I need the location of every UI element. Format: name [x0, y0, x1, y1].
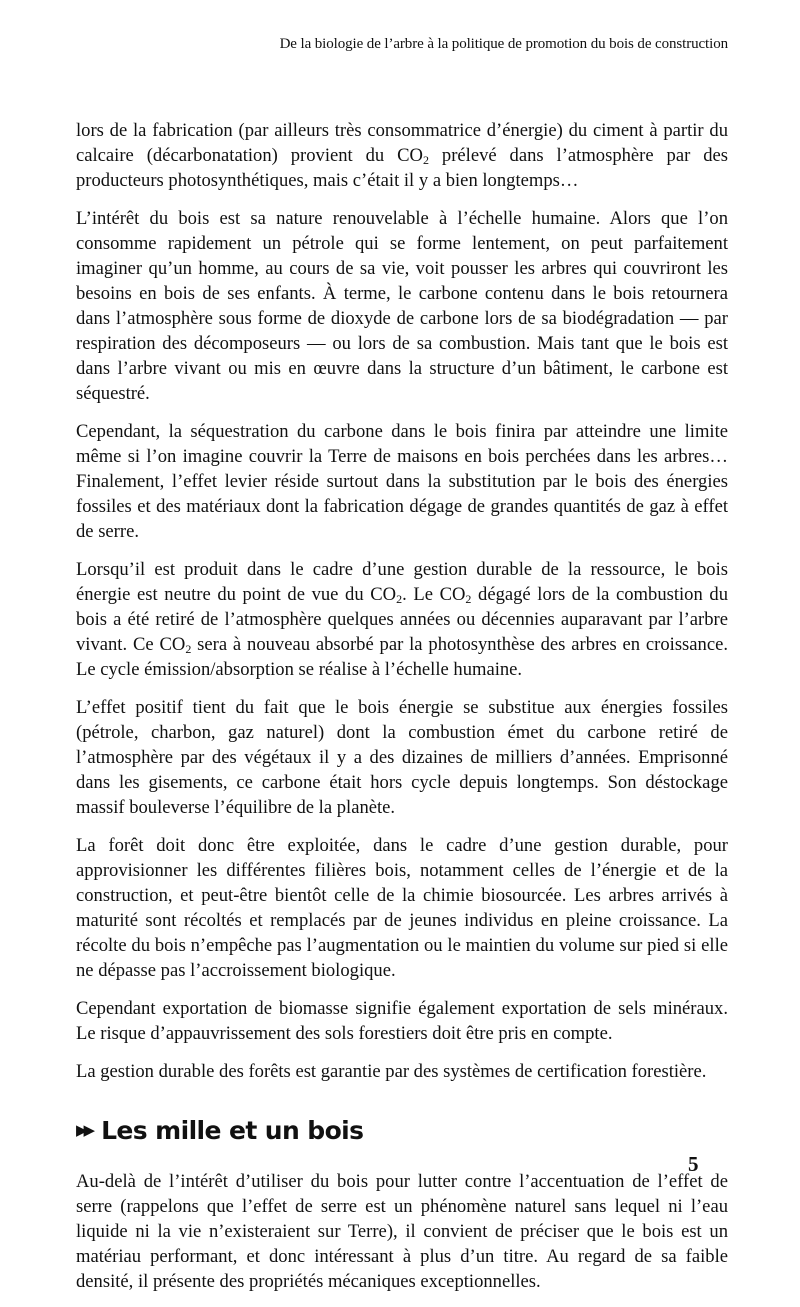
paragraph [76, 833, 728, 983]
paragraph [76, 1169, 728, 1294]
text-run: prélevé dans l’atmosphère par des producteurs photosynthétiques, mais c’était il y a bien longtemps… [76, 145, 728, 191]
double-play-arrow-icon: ▶▶ [76, 1121, 92, 1139]
paragraph [76, 1059, 728, 1084]
paragraphs-before-section [76, 118, 728, 1084]
text-run: Cependant, la séquestration du carbone dans le bois finira par atteindre une limite même si l’on imagine couvrir la Terre de maisons en bois perchées dans les arbres… Finalement, l’effet levier réside surtout dans la substitution par le bois des énergies fossiles et des matériaux dont la fabrication dégage de grandes quantités de gaz à effet de serre. [76, 421, 728, 542]
text-run: . Le CO [402, 584, 466, 605]
paragraph [76, 557, 728, 682]
text-run: dégagé lors de la combustion du bois a été retiré de l’atmosphère quelques années ou décennies auparavant par l’arbre vivant. Ce CO [76, 584, 728, 655]
section-heading [76, 1118, 728, 1143]
subscript: 2 [396, 592, 403, 606]
paragraph [76, 118, 728, 193]
subscript: 2 [465, 592, 472, 606]
subscript: 2 [423, 153, 429, 167]
paragraphs-after-section [76, 1169, 728, 1294]
text-run: Au-delà de l’intérêt d’utiliser du bois pour lutter contre l’accentuation de l’effet de serre (rappelons que l’effet de serre est un phénomène naturel sans lequel ni l’eau liquide ni la vie n’existeraient sur Terre), il convient de préciser que le bois est un matériau performant, et donc intéressant à plus d’un titre. Au regard de sa faible densité, il présente des propriétés mécaniques exceptionnelles. [76, 1171, 728, 1292]
text-run: sera à nouveau absorbé par la photosynthèse des arbres en croissance. Le cycle émission/absorption se réalise à l’échelle humaine. [76, 634, 729, 680]
paragraph [76, 206, 728, 406]
section-title: Les mille et un bois [101, 1116, 364, 1145]
text-run: La forêt doit donc être exploitée, dans le cadre d’une gestion durable, pour approvisionner les différentes filières bois, notamment celles de l’énergie et de la construction, et peut-être bientôt celle de la chimie biosourcée. Les arbres arrivés à maturité sont récoltés et remplacés par de jeunes individus en pleine croissance. La récolte du bois n’empêche pas l’augmentation ou le maintien du volume sur pied si elle ne dépasse pas l’accroissement biologique. [76, 835, 728, 981]
paragraph [76, 419, 728, 544]
text-run: lors de la fabrication (par ailleurs très consommatrice d’énergie) du ciment à partir du calcaire (décarbonatation) provient du CO [76, 120, 728, 166]
text-run: La gestion durable des forêts est garantie par des systèmes de certification forestière. [76, 1061, 707, 1082]
page-number: 5 [688, 1152, 699, 1176]
paragraph [76, 996, 728, 1046]
text-run: L’effet positif tient du fait que le bois énergie se substitue aux énergies fossiles (pétrole, charbon, gaz naturel) dont la combustion émet du carbone retiré de l’atmosphère par des végétaux il y a des dizaines de milliers d’années. Emprisonné dans les gisements, ce carbone était hors cycle depuis longtemps. Son déstockage massif bouleverse l’équilibre de la planète. [76, 697, 728, 818]
page-body [76, 118, 728, 1307]
subscript: 2 [185, 642, 192, 656]
running-header: De la biologie de l’arbre à la politique de promotion du bois de construction [279, 36, 728, 52]
paragraph [76, 695, 728, 820]
text-run: Cependant exportation de biomasse signifie également exportation de sels minéraux. Le risque d’appauvrissement des sols forestiers doit être pris en compte. [76, 998, 728, 1044]
text-run: L’intérêt du bois est sa nature renouvelable à l’échelle humaine. Alors que l’on consomme rapidement un pétrole qui se forme lentement, on peut parfaitement imaginer qu’un homme, au cours de sa vie, voit pousser les arbres qui couvriront les besoins en bois de ses enfants. À terme, le carbone contenu dans le bois retournera dans l’atmosphère sous forme de dioxyde de carbone lors de sa biodégradation — par respiration des décomposeurs — ou lors de sa combustion. Mais tant que le bois est dans l’arbre vivant ou mis en œuvre dans la structure d’un bâtiment, le carbone est séquestré. [76, 208, 728, 404]
text-run: Lorsqu’il est produit dans le cadre d’une gestion durable de la ressource, le bois énergie est neutre du point de vue du CO [76, 559, 728, 605]
